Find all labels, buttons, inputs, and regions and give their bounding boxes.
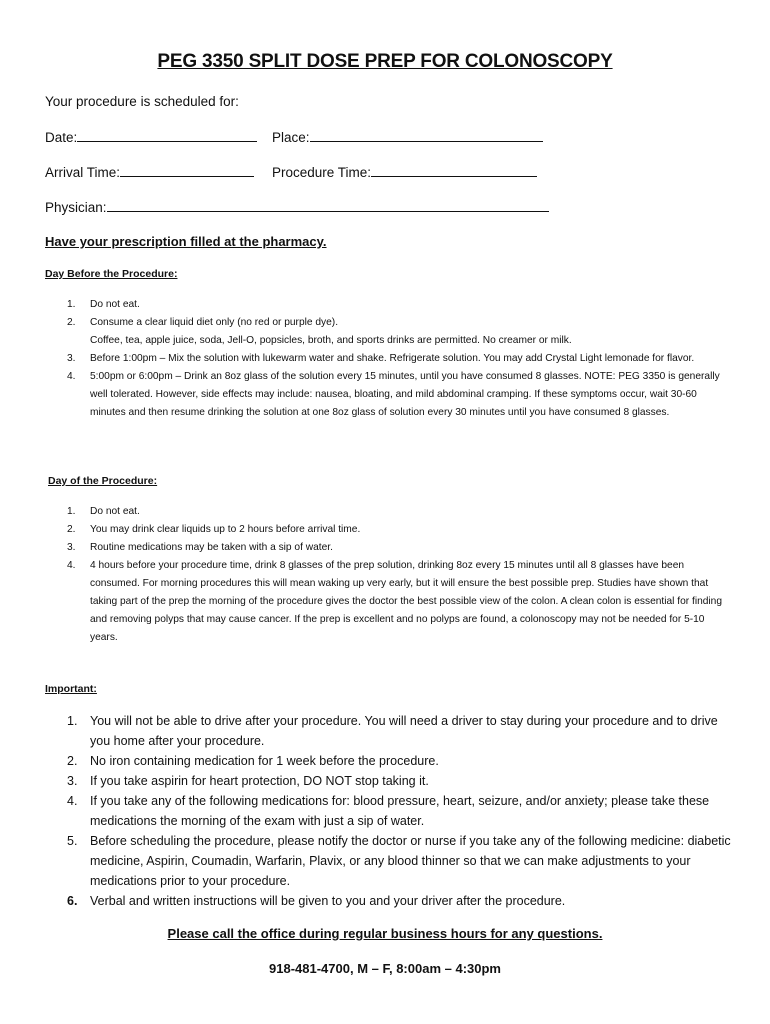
list-item: 5. Before scheduling the procedure, please notify the doctor or nurse if you take any of the following medicine: diabetic medicine, Aspirin, Coumadin, Warfarin, Plavix, or any blood thinner so that we can make adjustments to your medications prior to your procedure. (67, 834, 731, 888)
list-item: 4. 5:00pm or 6:00pm – Drink an 8oz glass of the solution every 15 minutes, until you have consumed 8 glasses. NOTE: PEG 3350 is generally well tolerated. However, side effects may include: nausea, bloating, and mild abdominal cramping. If these symptoms occur, wait 30-60 minutes and then resume drinking the solution at one 8oz glass of solution every 30 minutes until you have consumed 8 glasses. (67, 371, 720, 418)
day-before-heading: Day Before the Procedure: (45, 268, 178, 280)
list-item: 3. Routine medications may be taken with a sip of water. (67, 542, 333, 553)
procedure-time-label: Procedure Time: (272, 165, 372, 180)
date-field[interactable] (45, 129, 257, 145)
place-blank[interactable] (310, 129, 543, 142)
office-contact: 918-481-4700, M – F, 8:00am – 4:30pm (269, 961, 501, 976)
list-item: 3. If you take aspirin for heart protection, DO NOT stop taking it. (67, 774, 429, 788)
list-item: 2. You may drink clear liquids up to 2 hours before arrival time. (67, 524, 361, 535)
day-before-list (45, 296, 735, 422)
day-of-list (45, 503, 735, 647)
arrival-time-label: Arrival Time: (45, 165, 121, 180)
prescription-note: Have your prescription filled at the pharmacy. (45, 234, 327, 249)
list-item: 4. If you take any of the following medications for: blood pressure, heart, seizure, and/or anxiety; please take these medications the morning of the exam with just a sip of water. (67, 794, 710, 828)
procedure-time-field[interactable] (272, 164, 537, 180)
list-item: 4. 4 hours before your procedure time, drink 8 glasses of the prep solution, drinking 8oz every 15 minutes until all 8 glasses have been consumed. For morning procedures this will mean waking up very early, but it will ensure the best possible prep. Studies have shown that taking part of the prep the morning of the procedure gives the doctor the best possible view of the colon. A clean colon is essential for finding and removing polyps that may cause cancer. If the prep is excellent and no polyps are found, a colonoscopy may not be needed for 5-10 years. (67, 560, 723, 643)
place-label: Place: (272, 130, 310, 145)
physician-label: Physician: (45, 200, 107, 215)
arrival-time-blank[interactable] (120, 164, 254, 177)
list-item: 1. Do not eat. (67, 506, 140, 517)
list-item: 1. You will not be able to drive after your procedure. You will need a driver to stay during your procedure and to drive you home after your procedure. (67, 714, 718, 748)
list-item: 1. Do not eat. (67, 299, 140, 310)
list-item: 2. Consume a clear liquid diet only (no red or purple dye). Coffee, tea, apple juice, soda, Jell-O, popsicles, broth, and sports drinks are permitted. No creamer or milk. (67, 317, 572, 346)
procedure-time-blank[interactable] (371, 164, 537, 177)
physician-field[interactable] (45, 199, 549, 215)
scheduled-label: Your procedure is scheduled for: (45, 94, 239, 109)
place-field[interactable] (272, 129, 543, 145)
day-of-heading: Day of the Procedure: (48, 475, 158, 487)
page-title: PEG 3350 SPLIT DOSE PREP FOR COLONOSCOPY (157, 51, 613, 72)
date-label: Date: (45, 130, 78, 145)
arrival-time-field[interactable] (45, 164, 254, 180)
physician-blank[interactable] (107, 199, 549, 212)
list-item: 6. Verbal and written instructions will be given to you and your driver after the procedure. (67, 894, 566, 908)
list-item: 3. Before 1:00pm – Mix the solution with lukewarm water and shake. Refrigerate solution. You may add Crystal Light lemonade for flavor. (67, 353, 695, 364)
important-list (45, 711, 735, 911)
list-item: 2. No iron containing medication for 1 week before the procedure. (67, 754, 439, 768)
call-office-note: Please call the office during regular business hours for any questions. (167, 926, 603, 941)
date-blank[interactable] (77, 129, 257, 142)
important-heading: Important: (45, 683, 97, 695)
